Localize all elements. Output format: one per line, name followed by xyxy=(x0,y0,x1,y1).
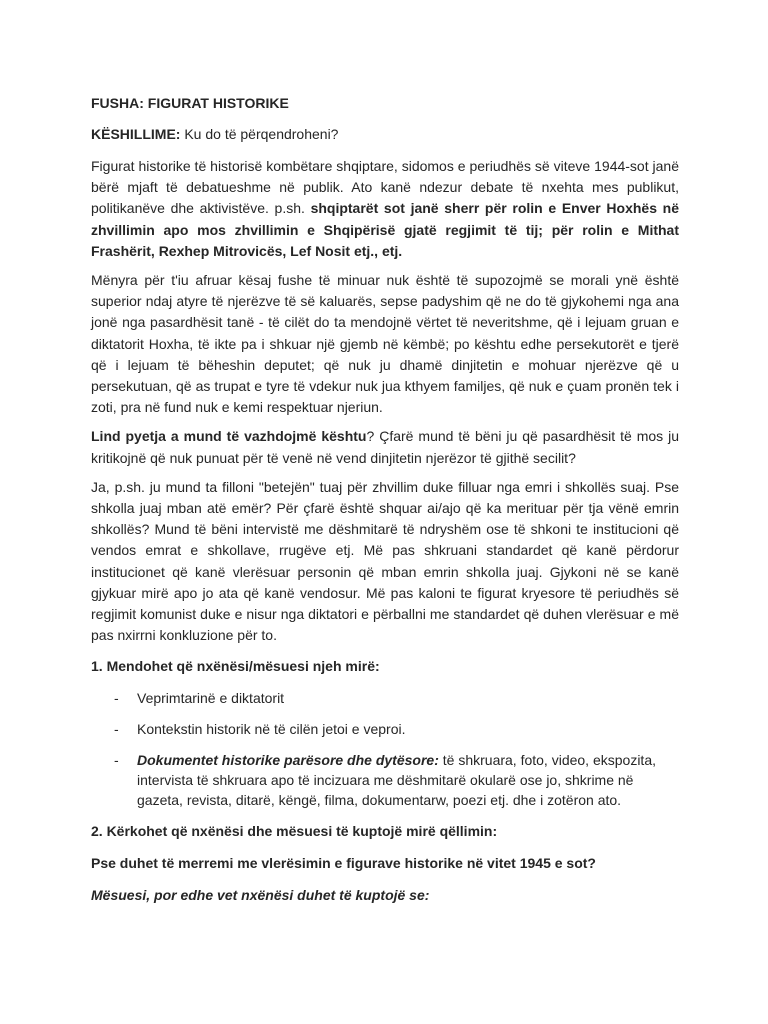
section-2-title: 2. Kërkohet që nxënësi dhe mësuesi të kuptojë mirë qëllimin: xyxy=(91,823,498,840)
paragraph-1-bold: shqiptarët sot janë sherr për rolin e Enver Hoxhës në zhvillimin apo mos zhvillimin e Shqipërisë gjatë regjimit të tij; për rolin e Mithat Frashërit, Rexhep Mitrovicës, Lef Nosit etj., etj. xyxy=(91,200,679,259)
paragraph-1 xyxy=(91,156,679,262)
dash-bullet: - xyxy=(114,752,119,769)
tip-line xyxy=(91,125,679,144)
paragraph-3-bold: Lind pyetja a mund të vazhdojmë kështu xyxy=(91,428,367,445)
list-item xyxy=(91,719,679,739)
section-2-question: Pse duhet të merremi me vlerësimin e figurave historike në vitet 1945 e sot? xyxy=(91,855,596,872)
list-item-text: Kontekstin historik në të cilën jetoi e veproi. xyxy=(137,721,406,738)
list-item-text: Veprimtarinë e diktatorit xyxy=(137,690,285,707)
paragraph-3-text: ? Çfarë mund të bëni ju që pasardhësit të mos ju kritikojnë që nuk punuat për të venë në vend dinjitetin njerëzor të gjithë secilit? xyxy=(91,428,679,466)
paragraph-2: Mënyra për t'iu afruar kësaj fushe të minuar nuk është të supozojmë se morali ynë është superior ndaj atyre të njerëzve të së kaluarës, sepse padyshim që ne do të gjykohemi nga ana jonë nga pasardhësit tanë - të cilët do ta mendojnë vërtet të neveritshme, që i lejuam gruan e diktatorit Hoxha, të ikte pa i shkuar një gjemb në këmbë; po kështu edhe persekutorët e tjerë që i lejuam të bëheshin deputet; që nuk ju dhamë dinjitetin e mohuar njerëzve që u persekutuan, që as trupat e tyre të vdekur nuk jua kthyem familjes, që nuk e çuam pronën tek i zoti, pra në fund nuk e kemi respektuar njeriun. xyxy=(91,272,679,416)
section-1-title: 1. Mendohet që nxënësi/mësuesi njeh mirë: xyxy=(91,658,380,675)
list-item-text: të shkruara, foto, video, ekspozita, intervista të shkruara apo të incizuara me dëshmitarë okularë ose jo, shkrime në gazeta, revista, ditarë, këngë, filma, dokumentarw, poezi etj. dhe i zotëron ato. xyxy=(137,752,656,809)
dash-bullet: - xyxy=(114,721,119,738)
list-item xyxy=(91,750,679,810)
page-title: FUSHA: FIGURAT HISTORIKE xyxy=(91,95,289,111)
list-item-bold: Dokumentet historike parësore dhe dytësore: xyxy=(137,752,439,769)
paragraph-4: Ja, p.sh. ju mund ta filloni "betejën" tuaj për zhvillim duke filluar nga emri i shkollës suaj. Pse shkolla juaj mban atë emër? Për çfarë është shquar ai/ajo që ka merituar për tja vënë emrin shkollës? Mund të bëni intervistë me dëshmitarë të ndryshëm ose të shkoni te institucioni që vendos emrat e shkollave, rrugëve etj. Më pas shkruani standardet që kanë përdorur institucionet që kanë vlerësuar personin që mban emrin shkolla juaj. Gjykoni në se kanë gjykuar mirë apo jo ata që kanë vendosur. Më pas kaloni te figurat kryesore të periudhës së regjimit komunist duke e nisur nga diktatori e përballni me standardet që duhen vlerësuar e më pas nxirrni konkluzione për to. xyxy=(91,478,679,644)
section-2-note: Mësuesi, por edhe vet nxënësi duhet të kuptojë se: xyxy=(91,887,430,904)
dash-bullet: - xyxy=(114,690,119,707)
tip-text: Ku do të përqendroheni? xyxy=(180,126,339,142)
list-item xyxy=(91,688,679,708)
tip-label: KËSHILLIME: xyxy=(91,126,181,142)
section-1-list xyxy=(91,688,679,810)
paragraph-3 xyxy=(91,426,679,468)
paragraph-1-text: Figurat historike të historisë kombëtare shqiptare, sidomos e periudhës së viteve 1944-sot janë bërë mjaft të debatueshme në publik. Ato kanë ndezur debate të nxehta mes publikut, politikanëve dhe aktivistëve. p.sh. xyxy=(91,158,679,217)
